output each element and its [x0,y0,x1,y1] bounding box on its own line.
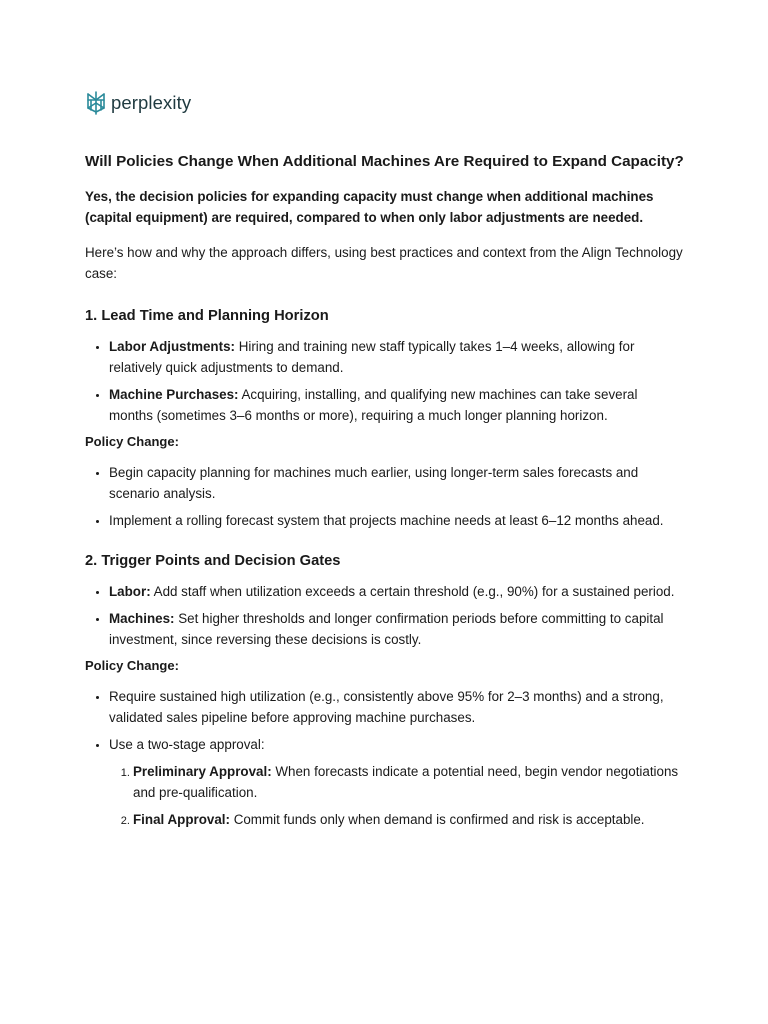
list-item: • Require sustained high utilization (e.g., consistently above 95% for 2–3 months) and a strong, validated sales pipeline before approving machine purchases. [109,686,685,728]
policy-list [85,686,685,830]
brand-name: perplexity [111,92,192,113]
section-heading: 1. Lead Time and Planning Horizon [85,308,329,324]
item-text: Acquiring, installing, and qualifying new machines can take several months (sometimes 3–6 months or more), requiring a much longer planning horizon. [109,387,638,423]
list-item [109,384,685,426]
document-title: Will Policies Change When Additional Machines Are Required to Expand Capacity? [85,153,684,170]
step-label: Preliminary Approval: [133,764,272,779]
policy-list [85,462,685,531]
step-label: Final Approval: [133,812,230,827]
item-label: Labor Adjustments: [109,339,235,354]
list-item: • Implement a rolling forecast system that projects machine needs at least 6–12 months ahead. [109,510,685,531]
section-trigger-points [85,551,685,830]
brand-logo[interactable] [85,88,685,118]
item-label: Machine Purchases: [109,387,239,402]
policy-change-label: Policy Change: [85,434,179,449]
step-text: Commit funds only when demand is confirmed and risk is acceptable. [229,812,645,827]
comparison-list [85,581,685,650]
list-item: • Begin capacity planning for machines much earlier, using longer-term sales forecasts and scenario analysis. [109,462,685,504]
comparison-list [85,336,685,426]
intro-paragraph: Here’s how and why the approach differs, using best practices and context from the Align Technology case: [85,245,683,281]
list-item [109,581,685,602]
item-text: Set higher thresholds and longer confirmation periods before committing to capital investment, since reversing these decisions is costly. [109,611,664,647]
approval-step [133,761,685,803]
item-text: Hiring and training new staff typically takes 1–4 weeks, allowing for relatively quick adjustments to demand. [109,339,635,375]
item-label: Labor: [109,584,151,599]
approval-step [133,809,685,830]
list-item [109,608,685,650]
item-text: Add staff when utilization exceeds a certain threshold (e.g., 90%) for a sustained period. [150,584,675,599]
perplexity-logo-icon [85,90,107,116]
section-heading: 2. Trigger Points and Decision Gates [85,553,341,569]
section-lead-time [85,306,685,531]
list-item [109,336,685,378]
item-text: Use a two-stage approval: [109,737,265,752]
lead-paragraph: Yes, the decision policies for expanding capacity must change when additional machines (capital equipment) are required, compared to when only labor adjustments are needed. [85,189,654,225]
document-page [85,88,685,850]
policy-change-label: Policy Change: [85,658,179,673]
step-text: When forecasts indicate a potential need, begin vendor negotiations and pre-qualification. [133,764,679,800]
list-item [109,734,685,830]
approval-steps-list [109,761,685,830]
item-label: Machines: [109,611,175,626]
